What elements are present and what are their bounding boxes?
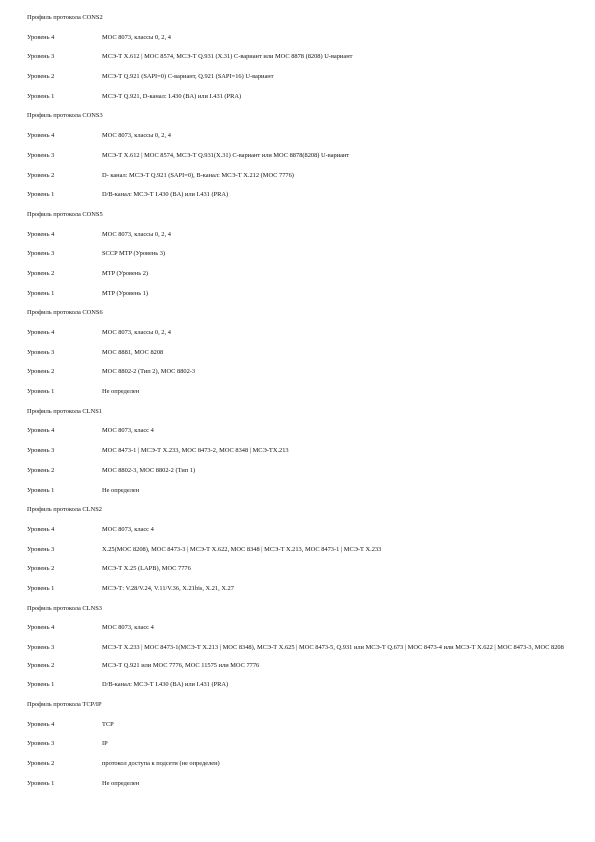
layer-level-label: Уровень 2 [27, 759, 55, 767]
layer-protocol-description: МСЭ-Т Q.921, D-канал: I.430 (BA) или I.431 (PRA) [102, 92, 242, 100]
layer-row [27, 388, 572, 396]
layer-protocol-description: МСЭ-Т: V.28/V.24, V.11/V.36, X.21bis, X.21, X.27 [102, 584, 234, 592]
layer-row [27, 270, 572, 278]
layer-protocol-description: МОС 8073, классы 0, 2, 4 [102, 230, 171, 238]
layer-protocol-description: TCP [102, 720, 114, 728]
layer-row [27, 290, 572, 298]
layer-row [27, 53, 572, 61]
layer-row [27, 624, 572, 632]
profile-title: Профиль протокола CONS6 [27, 309, 103, 317]
layer-level-label: Уровень 1 [27, 388, 55, 396]
layer-level-label: Уровень 4 [27, 329, 55, 336]
layer-protocol-description: МСЭ-Т Х.612 | МОС 8574, МСЭ-Т Q.931 (X.31) С-вариант или МОС 8878 (8208) U-вариант [102, 53, 353, 61]
layer-row [27, 662, 572, 670]
layer-row [27, 644, 572, 652]
layer-level-label: Уровень 3 [27, 348, 55, 356]
layer-row [27, 191, 572, 199]
layer-level-label: Уровень 1 [27, 486, 55, 494]
layer-level-label: Уровень 3 [27, 644, 55, 651]
layer-protocol-description: MTP (Уровень 2) [102, 269, 149, 277]
layer-level-label: Уровень 3 [27, 250, 55, 258]
layer-row [27, 368, 572, 376]
layer-row [27, 427, 572, 435]
layer-level-label: Уровень 3 [27, 740, 55, 748]
profile-title: Профиль протокола CLNS2 [27, 506, 102, 514]
layer-row [27, 740, 572, 748]
profile-title: Профиль протокола CLNS3 [27, 604, 102, 612]
layer-protocol-description: D- канал: МСЭ-Т Q.921 (SAPI=0), B-канал: МСЭ-Т Х.212 (МОС 7776) [102, 171, 294, 179]
layer-protocol-description: МОС 8881, МОС 8208 [102, 348, 164, 356]
layer-protocol-description: МСЭ-Т Х.233 | МОС 8473-1(МСЭ-Т Х.213 | МОС 8348), МСЭ-Т Х.625 | МОС 8473-5, Q.931 или МСЭ-Т Q.673 | МОС 8473-4 или МСЭ-Т Х.622 | МОС 8473-3, МОС 8208 [102, 644, 564, 651]
layer-protocol-description: МОС 8073, классы 0, 2, 4 [102, 132, 171, 140]
layer-level-label: Уровень 4 [27, 230, 55, 238]
layer-row [27, 487, 572, 495]
layer-protocol-description: МОС 8073, класс 4 [102, 525, 154, 533]
layer-protocol-description: IP [102, 740, 108, 748]
layer-level-label: Уровень 3 [27, 151, 55, 159]
layer-row [27, 467, 572, 475]
layer-row [27, 780, 572, 788]
layer-level-label: Уровень 4 [27, 525, 55, 533]
layer-level-label: Уровень 1 [27, 779, 55, 787]
layer-row [27, 250, 572, 258]
layer-row [27, 132, 572, 140]
layer-level-label: Уровень 4 [27, 132, 55, 140]
layer-row [27, 329, 572, 337]
layer-protocol-description: Не определен [102, 388, 140, 396]
layer-level-label: Уровень 2 [27, 368, 55, 376]
layer-level-label: Уровень 2 [27, 269, 55, 277]
layer-level-label: Уровень 4 [27, 33, 55, 41]
layer-protocol-description: МОС 8473-1 | МСЭ-Т Х.233, МОС 8473-2, МОС 8348 | МСЭ-ТХ.213 [102, 447, 289, 455]
layer-row [27, 73, 572, 81]
layer-level-label: Уровень 2 [27, 661, 55, 669]
layer-level-label: Уровень 1 [27, 681, 55, 689]
layer-protocol-description: протокол доступа к подсети (не определен) [102, 759, 220, 767]
layer-row [27, 447, 572, 455]
layer-row [27, 546, 572, 554]
layer-protocol-description: МОС 8802-2 (Тип 2), МОС 8802-3 [102, 368, 196, 376]
layer-level-label: Уровень 2 [27, 73, 55, 81]
layer-row [27, 721, 572, 729]
layer-level-label: Уровень 2 [27, 565, 55, 573]
layer-level-label: Уровень 1 [27, 191, 55, 199]
layer-row [27, 172, 572, 180]
layer-protocol-description: МСЭ-Т Q.921 (SAPI=0) С-вариант, Q.921 (SAPI=16) U-вариант [102, 73, 274, 81]
profile-title: Профиль протокола CLNS1 [27, 407, 102, 415]
layer-level-label: Уровень 2 [27, 466, 55, 474]
layer-protocol-description: МСЭ-Т Х.612 | МОС 8574, МСЭ-Т Q.931(X.31) С-вариант или МОС 8878(8208) U-вариант [102, 151, 350, 159]
layer-protocol-description: МОС 8073, класс 4 [102, 427, 154, 435]
layer-row [27, 34, 572, 42]
layer-level-label: Уровень 4 [27, 624, 55, 632]
layer-level-label: Уровень 1 [27, 289, 55, 297]
layer-row [27, 760, 572, 768]
layer-row [27, 152, 572, 160]
layer-level-label: Уровень 1 [27, 92, 55, 100]
layer-row [27, 565, 572, 573]
layer-protocol-description: MTP (Уровень 1) [102, 289, 149, 297]
profile-title: Профиль протокола CONS3 [27, 112, 103, 120]
layer-protocol-description: Х.25(МОС 8208), МОС 8473-3 | МСЭ-Т Х.622, МОС 8348 | МСЭ-Т Х.213, МОС 8473-1 | МСЭ-Т Х.233 [102, 545, 382, 553]
layer-protocol-description: МОС 8802-3, МОС 8802-2 (Тип 1) [102, 466, 196, 474]
layer-protocol-description: SCCP MTP (Уровень 3) [102, 250, 166, 258]
layer-protocol-description: D/B-канал: МСЭ-Т I.430 (BA) или I.431 (PRA) [102, 191, 229, 199]
layer-row [27, 526, 572, 534]
layer-row [27, 231, 572, 239]
layer-protocol-description: МОС 8073, классы 0, 2, 4 [102, 33, 171, 41]
layer-protocol-description: МОС 8073, класс 4 [102, 624, 154, 632]
document-body [27, 14, 572, 799]
layer-row [27, 349, 572, 357]
layer-protocol-description: Не определен [102, 486, 140, 494]
layer-level-label: Уровень 4 [27, 427, 55, 435]
layer-level-label: Уровень 3 [27, 545, 55, 553]
profile-title: Профиль протокола CONS2 [27, 14, 103, 21]
layer-protocol-description: Не определен [102, 779, 140, 787]
layer-level-label: Уровень 2 [27, 171, 55, 179]
profile-title: Профиль протокола TCP/IP [27, 700, 102, 708]
layer-row [27, 585, 572, 593]
layer-level-label: Уровень 1 [27, 584, 55, 592]
layer-row [27, 681, 572, 689]
layer-row [27, 93, 572, 101]
layer-protocol-description: D/B-канал: МСЭ-Т I.430 (BA) или I.431 (PRA) [102, 681, 229, 689]
layer-level-label: Уровень 4 [27, 720, 55, 728]
layer-protocol-description: МСЭ-Т Х.25 (LAPB), МОС 7776 [102, 565, 191, 573]
layer-protocol-description: МСЭ-Т Q.921 или МОС 7776, МОС 11575 или МОС 7776 [102, 661, 260, 669]
layer-level-label: Уровень 3 [27, 447, 55, 455]
layer-level-label: Уровень 3 [27, 53, 55, 61]
layer-protocol-description: МОС 8073, классы 0, 2, 4 [102, 329, 171, 336]
profile-title: Профиль протокола CONS5 [27, 210, 103, 218]
